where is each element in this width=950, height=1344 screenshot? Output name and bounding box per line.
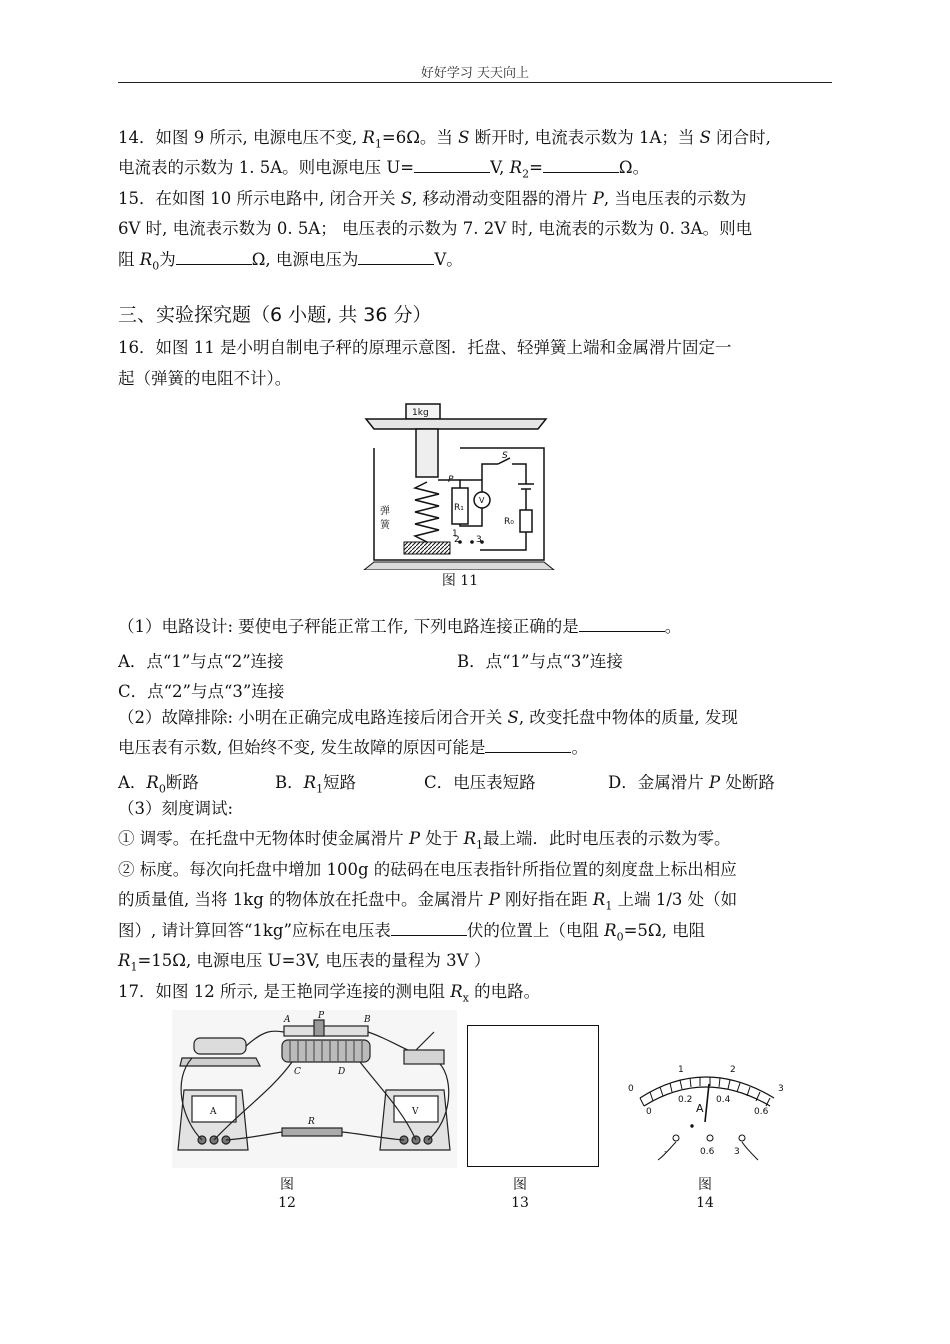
fig12-label-c: C (294, 1067, 301, 1077)
q16-line2: 起（弹簧的电阻不计）。 (118, 369, 292, 388)
figure-12-caption: 图 12 (278, 1177, 296, 1211)
q16-p3-text: 的质量值, 当将 1kg 的物体放在托盘中。金属滑片 (118, 890, 489, 909)
q15-blank-voltage[interactable] (358, 246, 434, 265)
q16-p3-text: 上端 1/3 处（如 (612, 890, 738, 909)
q16-p2-a-text: A． (118, 773, 147, 792)
q16-p3-sub: 1 (605, 899, 613, 913)
figure-14-ammeter-dial (622, 1058, 788, 1166)
q16-part3-line2: ② 标度。每次向托盘中增加 100g 的砝码在电压表指针所指位置的刻度盘上标出相应 (118, 860, 737, 879)
q16-p3-text: 伏的位置上（电阻 (466, 921, 605, 940)
fig14-tick-0: 0 (646, 1107, 652, 1117)
q16-p2-s: S (507, 708, 519, 727)
fig11-point-2: 2 (454, 535, 460, 545)
q15-text: 15．在如图 10 所示电路中, 闭合开关 (118, 189, 401, 208)
fig11-r1-label: R₁ (454, 503, 464, 513)
fig12-label-b: B (364, 1015, 371, 1025)
q15-blank-r0[interactable] (176, 246, 252, 265)
fig12-voltmeter-label: V (412, 1107, 419, 1117)
q14-text: 断开时, 电流表示数为 1A；当 (469, 128, 700, 147)
q14-text: 14．如图 9 所示, 电源电压不变, (118, 128, 363, 147)
fig11-s-label: S (502, 451, 508, 461)
figure-13-caption: 图 13 (511, 1177, 529, 1211)
figure-14-caption: 图 14 (696, 1177, 714, 1211)
q16-p3-sub: 1 (130, 960, 138, 974)
q16-p1-text: 。 (664, 617, 682, 636)
q15-text: 阻 (118, 250, 140, 269)
q14-s: S (458, 128, 470, 147)
q14-text: 闭合时, (710, 128, 771, 147)
q17-rx-sub: x (462, 991, 469, 1005)
q15-r0: R (139, 250, 153, 269)
q16-part2-line2 (118, 733, 832, 763)
q16-p3-text: =5Ω, 电阻 (623, 921, 706, 940)
fig12-label-d: D (338, 1067, 346, 1077)
fig12-label-a: A (284, 1015, 291, 1025)
header-rule (118, 82, 832, 83)
q16-p2-option-c[interactable]: C．电压表短路 (424, 773, 536, 792)
q16-p2-text: 。 (571, 738, 588, 757)
q16-p2-option-d[interactable] (608, 769, 775, 793)
q16-p3-text: 图）, 请计算回答“1kg”应标在电压表 (118, 921, 391, 940)
q16-p3-r: R (463, 829, 477, 848)
q16-part3-label: （3）刻度调试: (118, 799, 234, 818)
q16-p1-option-a[interactable]: A．点“1”与点“2”连接 (118, 652, 284, 671)
q16-p2-a-sub: 0 (158, 782, 166, 796)
fig14-unit: A (696, 1102, 704, 1115)
q14-r1: R (362, 128, 375, 147)
fig11-weight-label: 1kg (412, 408, 429, 418)
q16-p2-text: 电压表有示数, 但始终不变, 发生故障的原因可能是 (118, 738, 486, 757)
q15-text: Ω, 电源电压为 (251, 250, 359, 269)
q15-text: 为 (159, 250, 176, 269)
fig11-point-1: 1 (452, 529, 458, 539)
q14-blank-voltage[interactable] (414, 154, 490, 173)
q17-text: 的电路。 (468, 982, 541, 1001)
q14-text: Ω。 (618, 158, 650, 177)
q17-line (118, 977, 832, 1013)
q16-p3-p: P (488, 890, 500, 909)
q16-p2-blank[interactable] (485, 734, 571, 753)
q14-r1-sub: 1 (374, 137, 382, 151)
q14-text: V, (490, 158, 510, 177)
q16-p3-r: R (592, 890, 606, 909)
q16-p3-text: 刚好指在距 (499, 890, 593, 909)
fig11-spring-label: 弹 (380, 506, 390, 517)
q16-p2-option-a[interactable] (118, 769, 199, 795)
q17-rx: R (450, 982, 463, 1001)
q15-line2: 6V 时, 电流表示数为 0. 5A； 电压表的示数为 7. 2V 时, 电流表的示数为 0. 3A。则电 (118, 219, 753, 238)
fig14-tick-0-outer: 0 (628, 1084, 634, 1094)
figure-13-blank-box (467, 1025, 599, 1167)
q16-p2-b-sub: 1 (316, 782, 324, 796)
q14-text: =6Ω。当 (381, 128, 459, 147)
fig14-tick-3: 3 (778, 1084, 784, 1094)
figure-11-electronic-scale (360, 402, 555, 570)
q16-p3-text: =15Ω, 电源电压 U=3V, 电压表的量程为 3V ） (137, 951, 491, 970)
fig14-terminal-minus: - (664, 1147, 668, 1157)
fig14-tick-06: 0.6 (754, 1107, 769, 1117)
q16-p1-text: （1）电路设计: 要使电子秤能正常工作, 下列电路连接正确的是 (118, 617, 579, 636)
q15-text: V。 (434, 250, 463, 269)
q16-line1: 16．如图 11 是小明自制电子秤的原理示意图．托盘、轻弹簧上端和金属滑片固定一 (118, 338, 732, 357)
q14-text: = (529, 158, 543, 177)
fig14-terminal-06: 0.6 (700, 1147, 715, 1157)
figure-11-caption: 图 11 (441, 573, 479, 589)
q16-p3-sub: 0 (616, 930, 624, 944)
q16-p2-text: （2）故障排除: 小明在正确完成电路连接后闭合开关 (118, 708, 508, 727)
fig11-v-label: V (479, 496, 485, 505)
fig12-label-p: P (318, 1011, 325, 1021)
q16-p3-blank[interactable] (391, 917, 467, 936)
fig11-p-label: P (448, 475, 454, 485)
q16-p2-b-text: B． (275, 773, 304, 792)
q14-s: S (699, 128, 711, 147)
q16-p2-d-text: D．金属滑片 (608, 773, 709, 792)
fig14-tick-02: 0.2 (678, 1095, 693, 1105)
fig11-r0-label: R₀ (504, 517, 514, 527)
q16-p1-option-b[interactable]: B．点“1”与点“3”连接 (457, 652, 623, 671)
q17-text: 17．如图 12 所示, 是王艳同学连接的测电阻 (118, 982, 451, 1001)
fig14-tick-2: 2 (730, 1065, 736, 1075)
q16-p1-blank[interactable] (579, 613, 665, 632)
q14-blank-r2[interactable] (543, 154, 619, 173)
q14-text: 电流表的示数为 1. 5A。则电源电压 U= (118, 158, 415, 177)
fig14-terminal-3: 3 (734, 1147, 740, 1157)
fig11-point-3: 3 (476, 535, 482, 545)
q16-p3-r: R (604, 921, 617, 940)
fig12-label-r: R (308, 1117, 315, 1127)
q14-r2: R (509, 158, 523, 177)
q15-text: , 当电压表的示数为 (603, 189, 747, 208)
q16-p2-d-text: 处断路 (720, 773, 775, 792)
q16-part2-line1 (118, 703, 832, 733)
figure-12-circuit-photo (172, 1010, 457, 1168)
q15-p: P (592, 189, 604, 208)
q15-line1 (118, 184, 832, 214)
q16-p3-p: P (409, 829, 421, 848)
fig14-tick-1: 1 (678, 1065, 684, 1075)
q16-p2-a-text: 断路 (165, 773, 199, 792)
q14-r2-sub: 2 (522, 167, 530, 181)
fig12-ammeter-label: A (210, 1107, 217, 1117)
q16-p3-r: R (118, 951, 131, 970)
fig11-spring-label-2: 簧 (380, 520, 390, 531)
q15-r0-sub: 0 (152, 259, 160, 273)
fig14-tick-04: 0.4 (716, 1095, 731, 1105)
q16-p1-option-c[interactable]: C．点“2”与点“3”连接 (118, 682, 285, 701)
q16-p3-sub: 1 (476, 838, 484, 852)
page-header: 好好学习 天天向上 (420, 66, 530, 81)
q16-p3-text: 最上端．此时电压表的示数为零。 (483, 829, 731, 848)
q16-p3-text: ① 调零。在托盘中无物体时使金属滑片 (118, 829, 409, 848)
q16-p2-b-text: 短路 (323, 773, 357, 792)
q16-p2-text: , 改变托盘中物体的质量, 发现 (518, 708, 738, 727)
q15-text: , 移动滑动变阻器的滑片 (412, 189, 593, 208)
q16-p2-a-r: R (146, 773, 159, 792)
q16-p3-text: 处于 (420, 829, 464, 848)
q16-part1 (118, 612, 832, 642)
section-title: 三、实验探究题（6 小题, 共 36 分） (118, 304, 432, 326)
q16-p2-option-b[interactable] (275, 769, 356, 795)
q16-p2-d-p: P (708, 773, 721, 792)
q15-line3 (118, 245, 832, 281)
q15-s: S (400, 189, 413, 208)
q16-p2-b-r: R (303, 773, 317, 792)
